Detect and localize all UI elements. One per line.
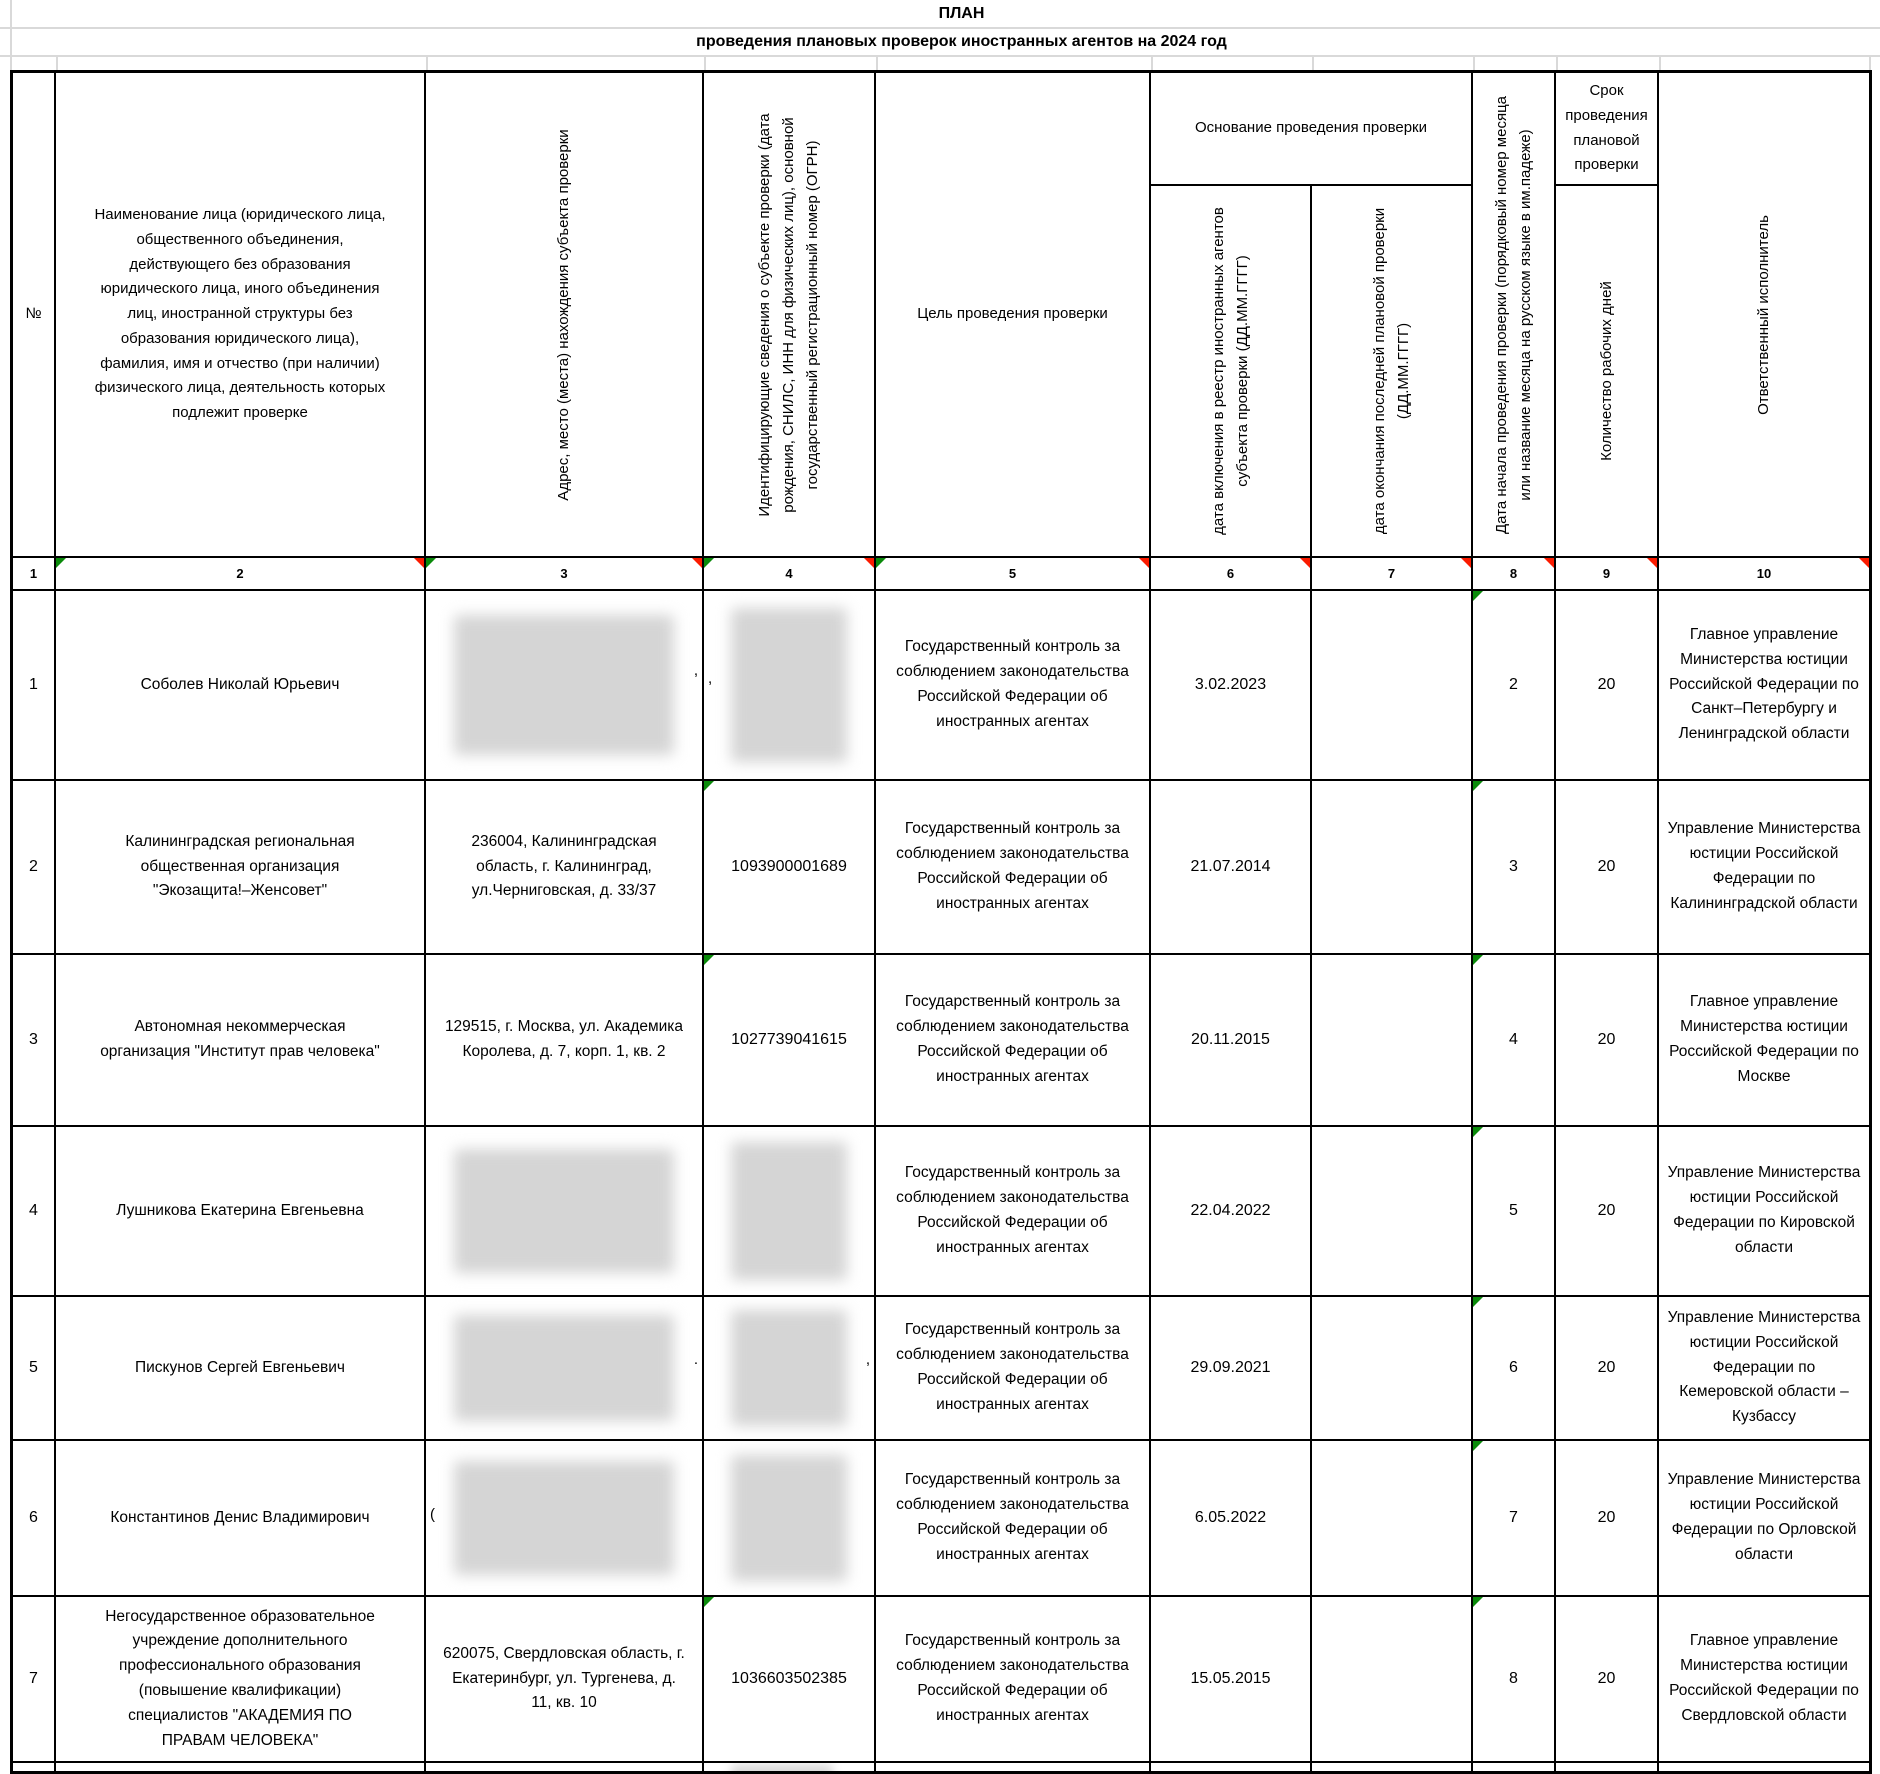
cell-text: 3 <box>1509 858 1518 875</box>
header-cell-date-included[interactable] <box>1151 186 1312 558</box>
green-note-marker-icon <box>426 558 436 568</box>
gridline <box>10 0 12 70</box>
purpose-cell[interactable] <box>876 955 1151 1127</box>
row-number-cell[interactable] <box>13 1127 56 1297</box>
column-number-cell[interactable] <box>1473 558 1556 591</box>
green-note-marker-icon <box>1473 591 1483 601</box>
green-note-marker-icon <box>1473 1297 1483 1307</box>
red-comment-marker-icon <box>414 558 424 568</box>
cell-text: Государственный контроль за соблюдением законодательства Российской Федерации об иностранных агентах <box>896 1471 1129 1563</box>
gridline <box>1869 57 1871 70</box>
cell-text: Государственный контроль за соблюдением законодательства Российской Федерации об иностранных агентах <box>896 638 1129 730</box>
header-text: Цель проведения проверки <box>917 305 1108 323</box>
days-cell[interactable] <box>1556 591 1659 781</box>
days-cell[interactable] <box>1556 781 1659 955</box>
green-note-marker-icon <box>704 781 714 791</box>
partial-glyph: . <box>693 1350 698 1368</box>
purpose-cell[interactable] <box>876 1441 1151 1597</box>
row-number-cell[interactable] <box>13 781 56 955</box>
gridline <box>704 57 706 70</box>
partial-row-cell <box>1473 1763 1556 1771</box>
header-cell-term-group[interactable] <box>1556 73 1659 186</box>
gridline <box>1659 57 1661 70</box>
cell-text: 236004, Калининградская область, г. Калининград, ул.Черниговская, д. 33/37 <box>471 832 657 900</box>
cell-text: 9 <box>1602 566 1611 581</box>
cell-text: 1 <box>29 566 38 581</box>
header-text: № <box>25 305 42 323</box>
cell-text: 2 <box>1509 676 1518 693</box>
red-comment-marker-icon <box>1859 558 1869 568</box>
date-last-cell[interactable] <box>1312 591 1473 781</box>
column-number-cell[interactable] <box>56 558 426 591</box>
header-text: Идентифицирующие сведения о субъекте проверки (дата рождения, СНИЛС, ИНН для физических лиц), основной государственный регистрационный номер (ОГРН) <box>756 112 821 517</box>
cell-text: Государственный контроль за соблюдением законодательства Российской Федерации об иностранных агентах <box>896 993 1129 1085</box>
address-cell[interactable] <box>426 955 704 1127</box>
cell-text: Автономная некоммерческая организация "Институт прав человека" <box>100 1018 380 1060</box>
cell-text: 21.07.2014 <box>1190 858 1271 875</box>
purpose-cell[interactable] <box>876 1297 1151 1441</box>
row-number-cell[interactable] <box>13 955 56 1127</box>
green-note-marker-icon <box>1473 781 1483 791</box>
gridline <box>876 57 878 70</box>
start-month-cell[interactable] <box>1473 591 1556 781</box>
address-cell[interactable] <box>426 1127 704 1297</box>
date-included-cell[interactable] <box>1151 781 1312 955</box>
date-last-cell[interactable] <box>1312 1441 1473 1597</box>
name-cell[interactable] <box>56 591 426 781</box>
start-month-cell[interactable] <box>1473 955 1556 1127</box>
cell-text: Управление Министерства юстиции Российской Федерации по Орловской области <box>1667 1471 1861 1563</box>
name-cell[interactable] <box>56 1297 426 1441</box>
cell-text: 5 <box>1008 566 1017 581</box>
green-note-marker-icon <box>1473 1597 1483 1607</box>
date-included-cell[interactable] <box>1151 1297 1312 1441</box>
column-number-cell[interactable] <box>704 558 876 591</box>
date-last-cell[interactable] <box>1312 1297 1473 1441</box>
date-last-cell[interactable] <box>1312 1597 1473 1763</box>
name-cell[interactable] <box>56 1441 426 1597</box>
header-text: Адрес, место (места) нахождения субъекта проверки <box>555 128 572 501</box>
ogrn-cell[interactable] <box>704 1597 876 1763</box>
executor-cell[interactable] <box>1659 955 1869 1127</box>
cell-text: 6.05.2022 <box>1194 1509 1267 1526</box>
cell-text: 5 <box>1509 1202 1518 1219</box>
redacted-blur <box>731 1142 847 1280</box>
cell-text: Калининградская региональная общественная организация "Экозащита!–Женсовет" <box>125 832 355 900</box>
header-cell-working-days[interactable] <box>1556 186 1659 558</box>
name-cell[interactable] <box>56 781 426 955</box>
cell-text: 10 <box>1756 566 1772 581</box>
green-note-marker-icon <box>1473 955 1483 965</box>
row-number-cell[interactable] <box>13 591 56 781</box>
redacted-blur <box>731 1310 847 1426</box>
green-note-marker-icon <box>704 1597 714 1607</box>
cell-text: 6 <box>29 1509 38 1526</box>
cell-text: 22.04.2022 <box>1190 1202 1271 1219</box>
executor-cell[interactable] <box>1659 1127 1869 1297</box>
cell-text: Управление Министерства юстиции Российской Федерации по Кемеровской области – Кузбассу <box>1667 1309 1861 1426</box>
header-cell-no[interactable] <box>13 73 56 558</box>
cell-text: 620075, Свердловская область, г. Екатеринбург, ул. Тургенева, д. 11, кв. 10 <box>443 1644 685 1712</box>
cell-text: 129515, г. Москва, ул. Академика Королева, д. 7, корп. 1, кв. 2 <box>444 1018 684 1060</box>
cell-text: 2 <box>236 566 244 581</box>
redacted-blur <box>454 1315 675 1420</box>
days-cell[interactable] <box>1556 1441 1659 1597</box>
header-cell-purpose[interactable] <box>876 73 1151 558</box>
address-cell[interactable] <box>426 591 704 781</box>
executor-cell[interactable] <box>1659 1597 1869 1763</box>
redacted-blur <box>454 1149 675 1273</box>
cell-text: 20 <box>1597 1031 1616 1048</box>
header-text: дата окончания последней плановой проверки (ДД.ММ.ГГГГ) <box>1370 207 1412 535</box>
ogrn-cell[interactable] <box>704 591 876 781</box>
cell-text: 20 <box>1597 1202 1616 1219</box>
partial-row-cell <box>1556 1763 1659 1771</box>
start-month-cell[interactable] <box>1473 781 1556 955</box>
green-note-marker-icon <box>876 558 886 568</box>
date-included-cell[interactable] <box>1151 1597 1312 1763</box>
header-text: Срок проведения плановой проверки <box>1565 82 1648 174</box>
cell-text: 4 <box>29 1202 38 1219</box>
executor-cell[interactable] <box>1659 591 1869 781</box>
gridline <box>56 57 58 70</box>
cell-text: 7 <box>1387 566 1396 581</box>
address-cell[interactable] <box>426 1597 704 1763</box>
days-cell[interactable] <box>1556 1127 1659 1297</box>
row-number-cell[interactable] <box>13 1297 56 1441</box>
cell-text: 4 <box>1509 1031 1518 1048</box>
cell-text: Государственный контроль за соблюдением законодательства Российской Федерации об иностранных агентах <box>896 1321 1129 1413</box>
cell-text: Главное управление Министерства юстиции Российской Федерации по Свердловской области <box>1669 1632 1859 1724</box>
column-number-cell[interactable] <box>426 558 704 591</box>
executor-cell[interactable] <box>1659 1441 1869 1597</box>
start-month-cell[interactable] <box>1473 1441 1556 1597</box>
partial-row-cell <box>13 1763 56 1771</box>
gridline <box>0 55 1880 57</box>
date-last-cell[interactable] <box>1312 781 1473 955</box>
cell-text: Негосударственное образовательное учреждение дополнительного профессионального образования (повышение квалификации) специалистов "АКАДЕМИЯ ПО ПРАВАМ ЧЕЛОВЕКА" <box>105 1607 375 1749</box>
red-comment-marker-icon <box>1647 558 1657 568</box>
partial-row-cell <box>876 1763 1151 1771</box>
partial-row-cell <box>1659 1763 1869 1771</box>
redacted-blur <box>454 1461 675 1575</box>
red-comment-marker-icon <box>692 558 702 568</box>
cell-text: 2 <box>29 858 38 875</box>
date-last-cell[interactable] <box>1312 1127 1473 1297</box>
green-note-marker-icon <box>1473 1127 1483 1137</box>
header-cell-name[interactable] <box>56 73 426 558</box>
ogrn-cell[interactable] <box>704 1127 876 1297</box>
date-last-cell[interactable] <box>1312 955 1473 1127</box>
partial-glyph: ( <box>430 1505 435 1523</box>
cell-text: 20 <box>1597 1359 1616 1376</box>
header-text: Наименование лица (юридического лица, общественного объединения, действующего без образования юридического лица, иного объединения лиц, иностранной структуры без образования юридического лица), фамилия, имя и отчество (при наличии) физического лица, деятельность которых подлежит проверке <box>94 206 386 422</box>
cell-text: 1027739041615 <box>731 1031 847 1048</box>
cell-text: Государственный контроль за соблюдением законодательства Российской Федерации об иностранных агентах <box>896 820 1129 912</box>
name-cell[interactable] <box>56 955 426 1127</box>
header-cell-address[interactable] <box>426 73 704 558</box>
redacted-blur <box>731 608 847 762</box>
cell-text: 7 <box>29 1670 38 1687</box>
gridline <box>0 27 1880 29</box>
gridline <box>426 57 428 70</box>
purpose-cell[interactable] <box>876 1127 1151 1297</box>
partial-glyph: , <box>708 669 713 687</box>
purpose-cell[interactable] <box>876 781 1151 955</box>
header-cell-ident[interactable] <box>704 73 876 558</box>
ogrn-cell[interactable] <box>704 1441 876 1597</box>
cell-text: 20 <box>1597 1509 1616 1526</box>
column-number-cell[interactable] <box>13 558 56 591</box>
green-note-marker-icon <box>704 558 714 568</box>
start-month-cell[interactable] <box>1473 1127 1556 1297</box>
cell-text: 20 <box>1597 676 1616 693</box>
ogrn-cell[interactable] <box>704 1297 876 1441</box>
address-cell[interactable] <box>426 1441 704 1597</box>
green-note-marker-icon <box>704 955 714 965</box>
cell-text: 1 <box>29 676 38 693</box>
gridline <box>1151 57 1153 70</box>
cell-text: 8 <box>1509 1670 1518 1687</box>
partial-row-cell <box>1151 1763 1312 1771</box>
partial-glyph: , <box>693 662 698 680</box>
cell-text: 6 <box>1509 1359 1518 1376</box>
header-cell-executor[interactable] <box>1659 73 1869 558</box>
purpose-cell[interactable] <box>876 1597 1151 1763</box>
cell-text: 3.02.2023 <box>1194 676 1267 693</box>
executor-cell[interactable] <box>1659 781 1869 955</box>
header-cell-date-last[interactable] <box>1312 186 1473 558</box>
purpose-cell[interactable] <box>876 591 1151 781</box>
cell-text: 3 <box>560 566 568 581</box>
date-included-cell[interactable] <box>1151 1441 1312 1597</box>
green-note-marker-icon <box>56 558 66 568</box>
header-text: Основание проведения проверки <box>1194 119 1427 137</box>
cell-text: 8 <box>1509 566 1518 581</box>
cell-text: 20 <box>1597 1670 1616 1687</box>
name-cell[interactable] <box>56 1127 426 1297</box>
partial-row-cell <box>56 1763 426 1771</box>
ogrn-cell[interactable] <box>704 955 876 1127</box>
cell-text: 1093900001689 <box>731 858 847 875</box>
cell-text: 3 <box>29 1031 38 1048</box>
cell-text: Управление Министерства юстиции Российской Федерации по Калининградской области <box>1667 820 1861 912</box>
cell-text: Государственный контроль за соблюдением законодательства Российской Федерации об иностранных агентах <box>896 1164 1129 1256</box>
executor-cell[interactable] <box>1659 1297 1869 1441</box>
header-text: дата включения в реестр иностранных агентов субъекта проверки (ДД.ММ.ГГГГ) <box>1209 207 1251 535</box>
days-cell[interactable] <box>1556 1297 1659 1441</box>
header-text: Дата начала проведения проверки (порядковый номер месяца или название месяца на русском языке в им.падеже) <box>1492 95 1534 534</box>
column-number-cell[interactable] <box>1312 558 1473 591</box>
cell-text: Пискунов Сергей Евгеньевич <box>134 1358 346 1376</box>
cell-text: 29.09.2021 <box>1190 1359 1271 1376</box>
address-cell[interactable] <box>426 781 704 955</box>
partial-glyph: , <box>865 1350 870 1368</box>
doc-subtitle[interactable]: проведения плановых проверок иностранных агентов на 2024 год <box>696 33 1227 50</box>
cell-text: Главное управление Министерства юстиции Российской Федерации по Санкт–Петербургу и Ленинградской области <box>1669 626 1859 743</box>
red-comment-marker-icon <box>1300 558 1310 568</box>
cell-text: Главное управление Министерства юстиции Российской Федерации по Москве <box>1669 993 1859 1085</box>
partial-row-cell <box>704 1763 876 1771</box>
green-note-marker-icon <box>1473 1441 1483 1451</box>
name-cell[interactable] <box>56 1597 426 1763</box>
plan-table <box>10 70 1872 1774</box>
red-comment-marker-icon <box>864 558 874 568</box>
cell-text: 20 <box>1597 858 1616 875</box>
column-number-cell[interactable] <box>1659 558 1869 591</box>
partial-row-cell <box>1312 1763 1473 1771</box>
gridline <box>1473 57 1475 70</box>
redacted-blur <box>731 1455 847 1581</box>
doc-title[interactable]: ПЛАН <box>938 5 985 22</box>
cell-text: 5 <box>29 1359 38 1376</box>
cell-text: Управление Министерства юстиции Российской Федерации по Кировской области <box>1667 1164 1861 1256</box>
cell-text: 6 <box>1226 566 1235 581</box>
cell-text: 15.05.2015 <box>1190 1670 1271 1687</box>
column-number-cell[interactable] <box>1556 558 1659 591</box>
cell-text: Константинов Денис Владимирович <box>110 1508 370 1526</box>
gridline <box>1312 57 1314 70</box>
cell-text: 1036603502385 <box>731 1670 847 1687</box>
date-included-cell[interactable] <box>1151 955 1312 1127</box>
cell-text: 20.11.2015 <box>1191 1031 1270 1048</box>
cell-text: Лушникова Екатерина Евгеньевна <box>116 1201 364 1219</box>
start-month-cell[interactable] <box>1473 1297 1556 1441</box>
header-text: Ответственный исполнитель <box>1755 214 1772 415</box>
red-comment-marker-icon <box>1544 558 1554 568</box>
days-cell[interactable] <box>1556 955 1659 1127</box>
redacted-blur <box>731 1765 833 1771</box>
date-included-cell[interactable] <box>1151 1127 1312 1297</box>
ogrn-cell[interactable] <box>704 781 876 955</box>
column-number-cell[interactable] <box>876 558 1151 591</box>
date-included-cell[interactable] <box>1151 591 1312 781</box>
gridline <box>1556 57 1558 70</box>
days-cell[interactable] <box>1556 1597 1659 1763</box>
row-number-cell[interactable] <box>13 1441 56 1597</box>
cell-text: Государственный контроль за соблюдением законодательства Российской Федерации об иностранных агентах <box>896 1632 1129 1724</box>
partial-row-cell <box>426 1763 704 1771</box>
header-text: Количество рабочих дней <box>1597 281 1615 461</box>
cell-text: 7 <box>1509 1509 1518 1526</box>
column-number-cell[interactable] <box>1151 558 1312 591</box>
header-cell-start-date[interactable] <box>1473 73 1556 558</box>
header-cell-basis-group[interactable] <box>1151 73 1473 186</box>
address-cell[interactable] <box>426 1297 704 1441</box>
red-comment-marker-icon <box>1139 558 1149 568</box>
redacted-blur <box>454 615 675 754</box>
row-number-cell[interactable] <box>13 1597 56 1763</box>
red-comment-marker-icon <box>1461 558 1471 568</box>
cell-text: Соболев Николай Юрьевич <box>140 675 340 693</box>
cell-text: 4 <box>785 566 793 581</box>
start-month-cell[interactable] <box>1473 1597 1556 1763</box>
